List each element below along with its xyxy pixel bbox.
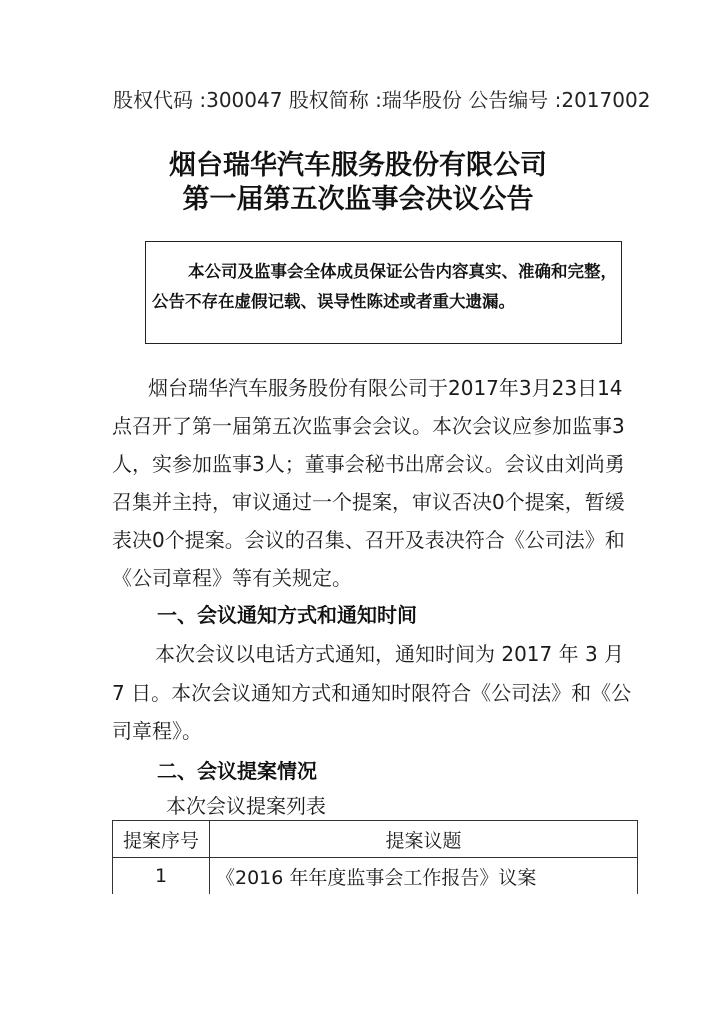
- intro-line: 烟台瑞华汽车服务股份有限公司于2017年3月23日14: [148, 376, 623, 400]
- proposal-table: [112, 820, 638, 894]
- company-title: 烟台瑞华汽车服务股份有限公司: [169, 150, 547, 181]
- section-heading-proposals: 二、会议提案情况: [157, 759, 317, 783]
- section-heading-notice: 一、会议通知方式和通知时间: [157, 603, 417, 627]
- disclaimer-line-1: 本公司及监事会全体成员保证公告内容真实、准确和完整，: [188, 262, 617, 281]
- table-row: [113, 858, 638, 895]
- intro-line: 表决0个提案。会议的召集、召开及表决符合《公司法》和: [112, 528, 625, 552]
- table-header-row: [113, 821, 638, 858]
- column-header-number: 提案序号: [113, 821, 210, 858]
- intro-line: 点召开了第一届第五次监事会会议。本次会议应参加监事3: [112, 414, 625, 438]
- announcement-title: 第一届第五次监事会决议公告: [182, 184, 534, 215]
- proposal-number: 1: [113, 858, 210, 895]
- section1-line: 本次会议以电话方式通知，通知时间为 2017 年 3 月: [155, 642, 625, 666]
- disclaimer-line-2: 公告不存在虚假记载、误导性陈述或者重大遗漏。: [152, 292, 515, 311]
- section1-line: 司章程》。: [112, 719, 202, 743]
- intro-line: 召集并主持，审议通过一个提案，审议否决0个提案，暂缓: [112, 490, 625, 514]
- section1-line: 7 日。本次会议通知方式和通知时限符合《公司法》和《公: [112, 681, 632, 705]
- proposal-topic: 《2016 年年度监事会工作报告》议案: [210, 858, 638, 895]
- intro-line: 《公司章程》等有关规定。: [112, 566, 352, 590]
- announcement-header: 股权代码 :300047 股权简称 :瑞华股份 公告编号 :2017002: [113, 88, 651, 112]
- column-header-topic: 提案议题: [210, 821, 638, 858]
- table-caption: 本次会议提案列表: [166, 794, 326, 818]
- intro-line: 人，实参加监事3人；董事会秘书出席会议。会议由刘尚勇: [112, 452, 625, 476]
